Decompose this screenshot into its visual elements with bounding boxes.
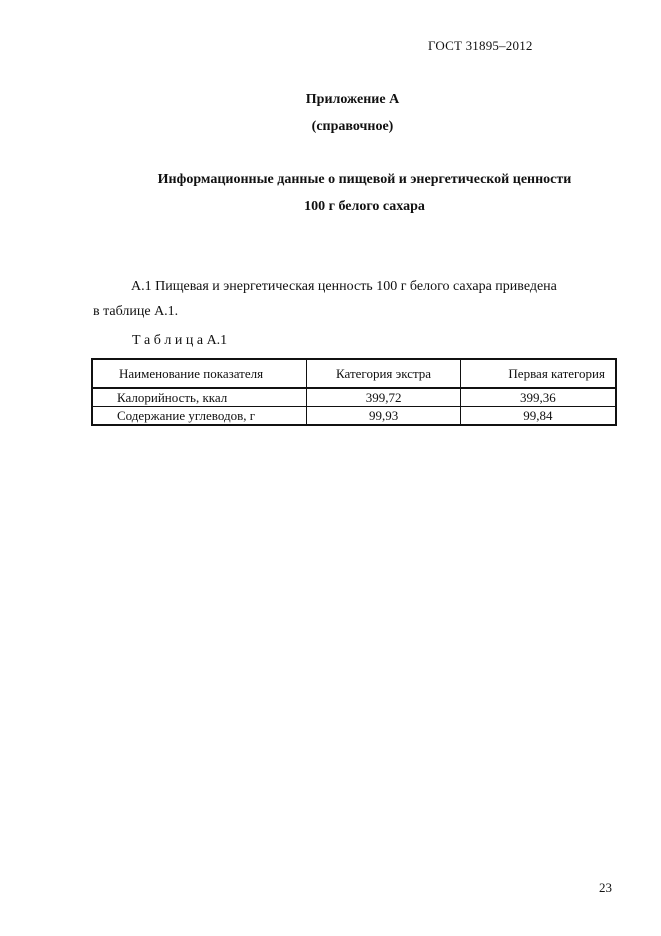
table-row xyxy=(92,407,616,426)
standard-code: ГОСТ 31895–2012 xyxy=(428,38,533,53)
header-indicator-name: Наименование показателя xyxy=(92,359,307,388)
nutrition-table xyxy=(91,358,617,426)
paragraph-line-1: А.1 Пищевая и энергетическая ценность 100 г белого сахара приведена xyxy=(131,279,557,294)
page-number: 23 xyxy=(599,880,612,895)
header-category-extra: Категория экстра xyxy=(307,359,460,388)
row-carbs-extra: 99,93 xyxy=(307,407,460,426)
row-calories-first: 399,36 xyxy=(460,388,616,407)
table-row xyxy=(92,388,616,407)
appendix-title: Приложение А xyxy=(305,92,400,107)
header-category-first: Первая категория xyxy=(460,359,616,388)
appendix-subtitle: (справочное) xyxy=(311,119,394,134)
row-carbs-name: Содержание углеводов, г xyxy=(92,407,307,426)
row-calories-name: Калорийность, ккал xyxy=(92,388,307,407)
paragraph-line-2: в таблице А.1. xyxy=(93,304,179,319)
table-header-row xyxy=(92,359,616,388)
table-caption: Т а б л и ц а А.1 xyxy=(132,333,228,348)
row-calories-extra: 399,72 xyxy=(307,388,460,407)
info-heading-line-1: Информационные данные о пищевой и энергетической ценности xyxy=(157,172,572,187)
info-heading-line-2: 100 г белого сахара xyxy=(304,199,425,214)
row-carbs-first: 99,84 xyxy=(460,407,616,426)
